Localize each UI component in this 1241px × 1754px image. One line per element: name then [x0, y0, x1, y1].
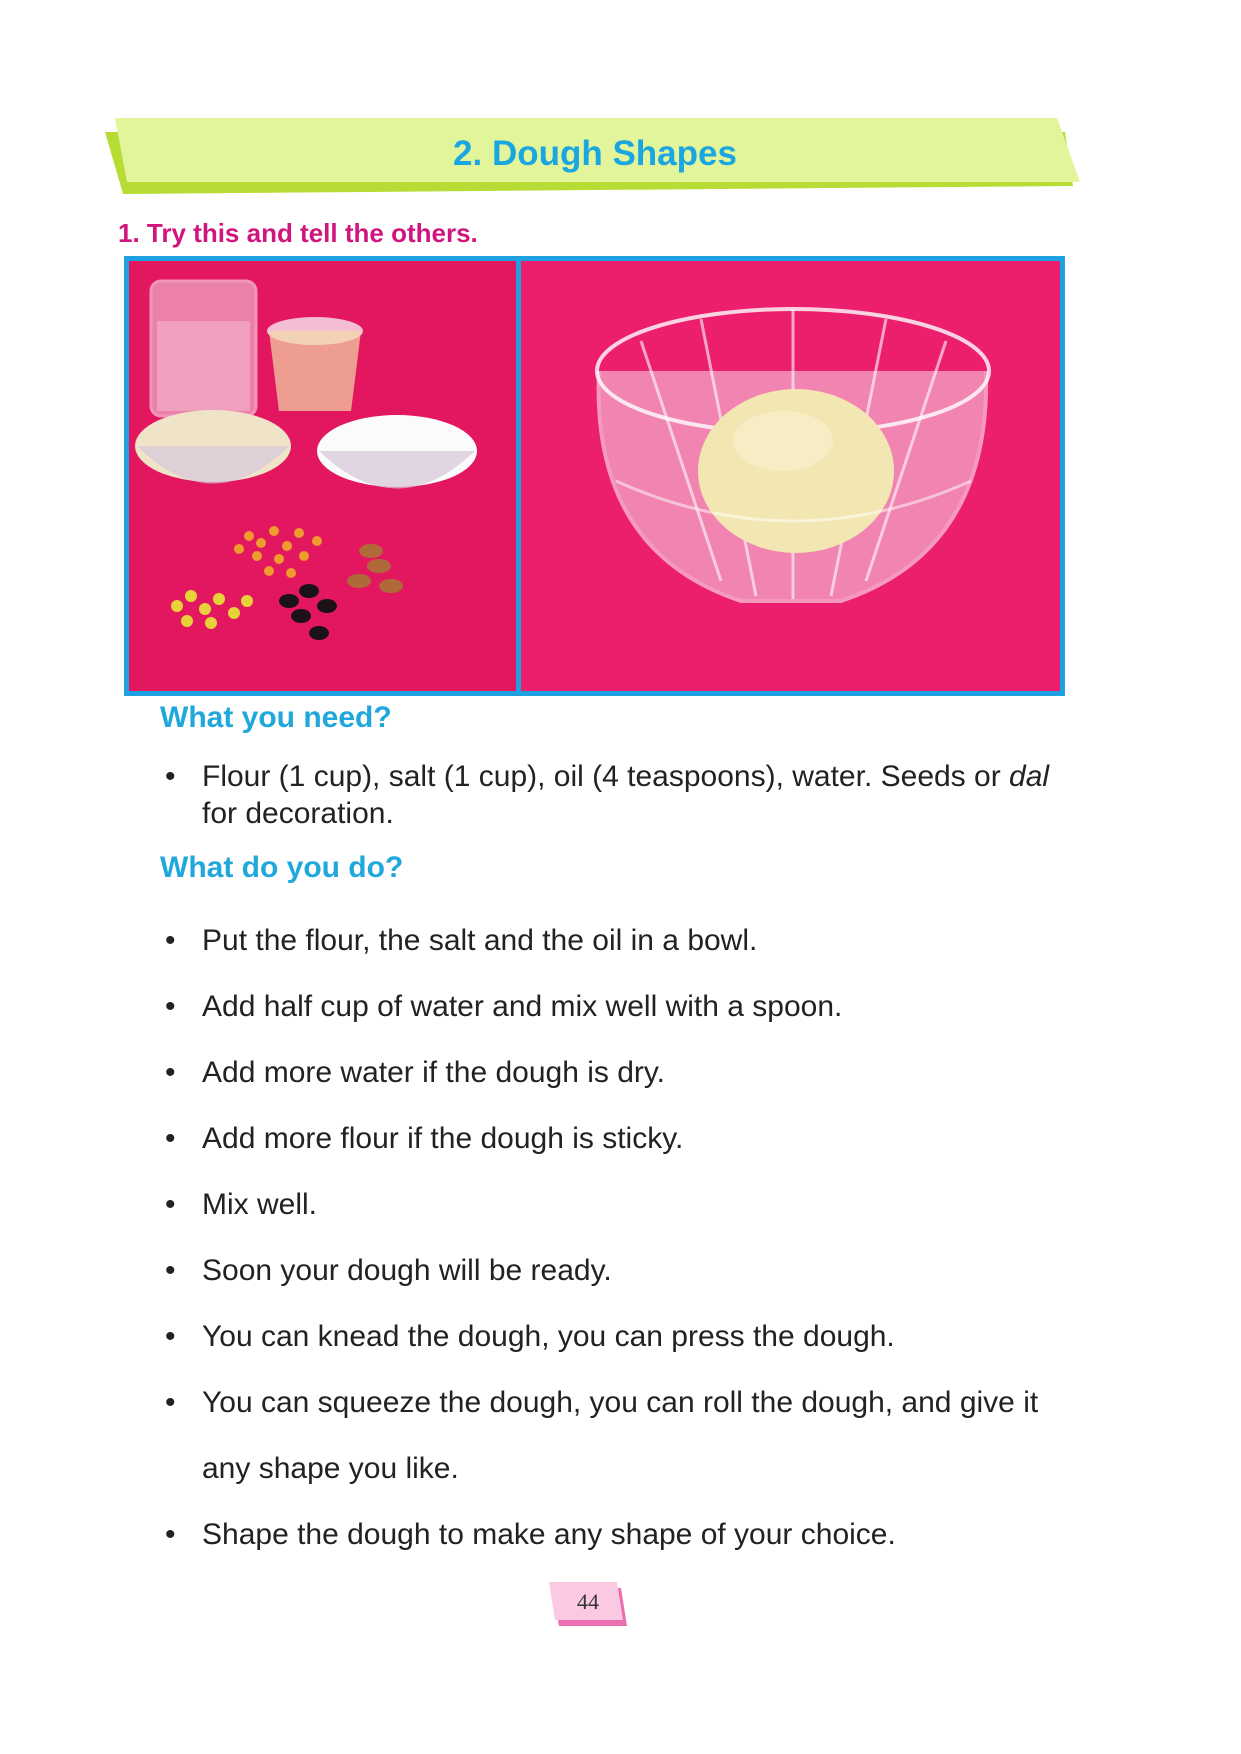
page-number-badge: [549, 1582, 627, 1628]
title-banner: [105, 118, 1085, 196]
dough-in-bowl-photo: [521, 261, 1060, 691]
photo-frame: [124, 256, 1065, 696]
bullet-dot: •: [165, 760, 176, 793]
need-item-line2: for decoration.: [202, 797, 394, 830]
ingredients-photo: [129, 261, 521, 691]
need-heading: What you need?: [160, 701, 392, 734]
need-item-line1: Flour (1 cup), salt (1 cup), oil (4 teaspoons), water. Seeds or dal: [202, 760, 1050, 793]
do-heading: What do you do?: [160, 851, 404, 884]
page-number: 44: [577, 1589, 599, 1614]
page-title: 2. Dough Shapes: [453, 134, 737, 173]
activity-heading: 1. Try this and tell the others.: [118, 218, 478, 248]
